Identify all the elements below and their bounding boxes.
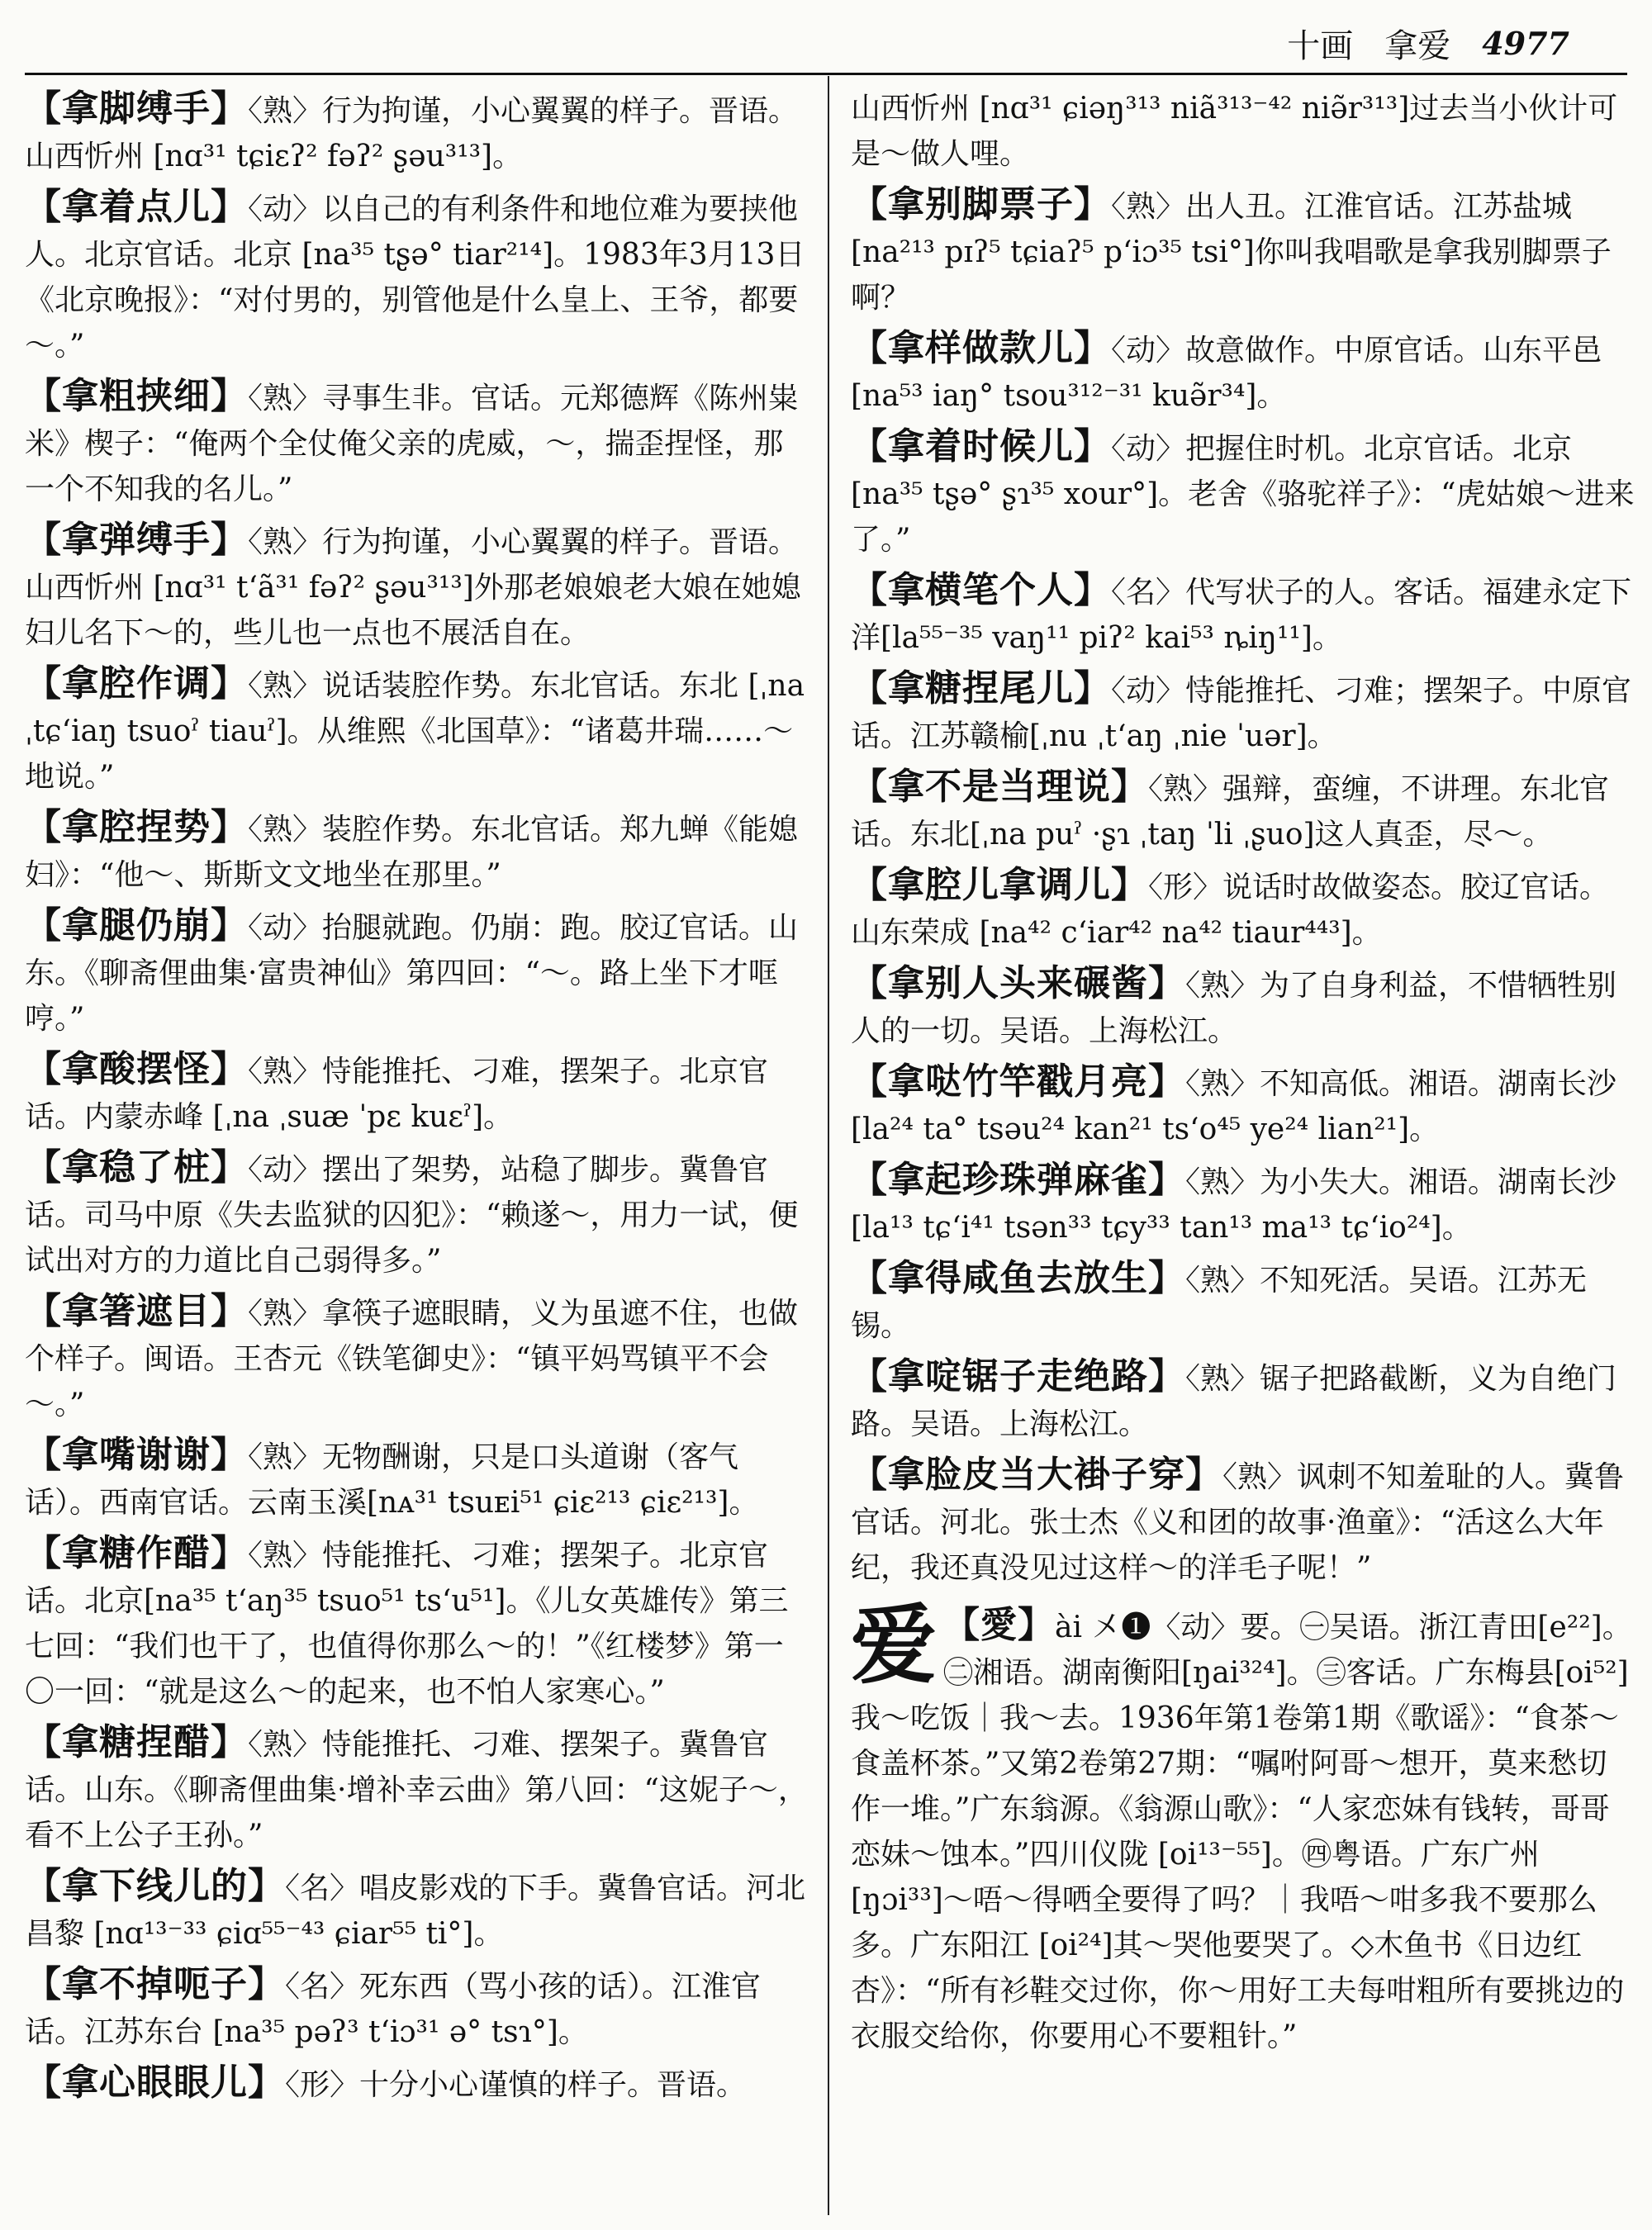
entry <box>851 325 1635 419</box>
entry-text: 〈熟〉出人丑。江淮官话。江苏盐城 [na²¹³ pɪʔ⁵ tɕiaʔ⁵ pʻiɔ³⁵ tsi°]你叫我唱歌是拿我别脚票子啊？ <box>851 190 1612 315</box>
entry-text: 〈熟〉讽刺不知羞耻的人。冀鲁官话。河北。张士杰《义和团的故事·渔童》：“活这么大年纪，我还真没见过这样～的洋毛子呢！” <box>851 1460 1625 1585</box>
entry-headword: 【拿样做款儿】 <box>851 327 1111 369</box>
entry-text: 〈动〉故意做作。中原官话。山东平邑 [na⁵³ iaŋ° tsou³¹²⁻³¹ kuə̃r³⁴]。 <box>851 334 1602 413</box>
entry-text: 〈名〉代写状子的人。客话。福建永定下洋[la⁵⁵⁻³⁵ vaŋ¹¹ piʔ² kai⁵³ ȵiŋ¹¹]。 <box>851 576 1632 655</box>
entry <box>851 424 1635 562</box>
entry-headword: 【拿着点儿】 <box>25 186 248 228</box>
entry <box>851 1157 1635 1250</box>
entry-headword: 【拿腿仍崩】 <box>25 904 248 947</box>
entry <box>25 184 809 368</box>
entry-text: 〈熟〉行为拘谨，小心翼翼的样子。晋语。山西忻州 [nɑ³¹ tʻã³¹ fəʔ² ʂəu³¹³]外那老娘娘老大娘在她媳妇儿名下～的，些儿也一点也不展活自在。 <box>25 525 801 650</box>
entry-text: 〈熟〉强辩，蛮缠，不讲理。东北官话。东北[ˌna puˀ ·ʂɿ ˌtaŋ ˈli ˌʂuo]这人真歪，尽～。 <box>851 772 1610 852</box>
entry <box>25 903 809 1041</box>
entry-text: 〈形〉十分小心谨慎的样子。晋语。 <box>285 2068 747 2102</box>
entry <box>851 1354 1635 1447</box>
entry-headword: 【拿着时候儿】 <box>851 425 1111 467</box>
entry-headword: 【拿别脚票子】 <box>851 183 1111 225</box>
entry-text: 〈熟〉寻事生非。官话。元郑德辉《陈州粜米》楔子：“俺两个全仗俺父亲的虎威，～，揣歪捏怪，那一个不知我的名儿。” <box>25 382 799 506</box>
entry <box>25 1863 809 1957</box>
entry-headword: 【拿嘴谢谢】 <box>25 1434 248 1476</box>
entry-text: 〈熟〉为小失大。湘语。湖南长沙 [la¹³ tɕʻi⁴¹ tsən³³ tɕy³³ tan¹³ ma¹³ tɕʻio²⁴]。 <box>851 1165 1617 1245</box>
entry <box>25 1530 809 1715</box>
entry <box>25 86 809 179</box>
entry-text: 〈熟〉恃能推托、刁难；摆架子。北京官话。北京[na³⁵ tʻaŋ³⁵ tsuo⁵¹ tsʻu⁵¹]。《儿女英雄传》第三七回：“我们也干了，也值得你那么～的！”《红楼梦》第一〇一回：“就是这么～的起来，也不怕人家寒心。” <box>25 1539 789 1709</box>
entry-headword: 【拿心眼眼儿】 <box>25 2062 285 2104</box>
entry-headword: 【拿弹缚手】 <box>25 519 248 561</box>
entry <box>25 1288 809 1427</box>
entry-headword: 【拿脚缚手】 <box>25 88 248 130</box>
entry-headword: 【拿不是当理说】 <box>851 766 1148 808</box>
entry-text: ài 㐅❶〈动〉要。㊀吴语。浙江青田[e²²]。㊁湘语。湖南衡阳[ŋai³²⁴]。㊂客话。广东梅县[oi⁵²]我～吃饭｜我～去。1936年第1卷第1期《歌谣》：“食茶～食盖杯茶。”又第2卷第27期：“嘱咐阿哥～想开，莫来愁切作一堆。”广东翁源。《翁源山歌》：“人家恋妹有钱转，哥哥恋妹～蚀本。”四川仪陇 [oi¹³⁻⁵⁵]。㊃粤语。广东广州 [ŋɔi³³]～唔～得哂全要得了吗？｜我唔～咁多我不要那么多。广东阳江 [oi²⁴]其～哭他要哭了。◇木鱼书《日边红杏》：“所有衫鞋交过你，你～用好工夫每咁粗所有要挑边的衣服交给你，你要用心不要粗针。” <box>851 1611 1632 2053</box>
entry-ai <box>851 1594 1635 2059</box>
entry-headword: 【拿啶锯子走绝路】 <box>851 1355 1185 1397</box>
entry-headword: 【拿脸皮当大褂子穿】 <box>851 1454 1222 1496</box>
entry-text: 〈熟〉锯子把路截断，义为自绝门路。吴语。上海松江。 <box>851 1362 1617 1441</box>
entry <box>25 1046 809 1140</box>
entry-text: 〈动〉恃能推托、刁难；摆架子。中原官话。江苏赣榆[ˌnu ˌtʻaŋ ˌnie ˈuər]。 <box>851 674 1632 753</box>
entry-text: 〈动〉以自己的有利条件和地位难为要挟他人。北京官话。北京 [na³⁵ tʂə° tiar²¹⁴]。1983年3月13日《北京晚报》：“对付男的，别管他是什么皇上、王爷，都要～。” <box>25 192 805 363</box>
entry <box>25 1432 809 1525</box>
entry-headword: 【拿粗挟细】 <box>25 375 248 417</box>
entry <box>25 2060 809 2108</box>
entry-text: 〈熟〉装腔作势。东北官话。郑九蝉《能媳妇》：“他～、斯斯文文地坐在那里。” <box>25 813 799 892</box>
entry <box>25 373 809 512</box>
entry-headword: 【拿腔儿拿调儿】 <box>851 864 1148 906</box>
left-column <box>25 86 809 2218</box>
entry-headword: 【拿糖作醋】 <box>25 1532 248 1574</box>
column-divider <box>828 76 829 2215</box>
entry <box>851 764 1635 857</box>
entry <box>851 1255 1635 1349</box>
entry-text: 〈名〉唱皮影戏的下手。冀鲁官话。河北昌黎 [nɑ¹³⁻³³ ɕiɑ⁵⁵⁻⁴³ ɕiar⁵⁵ ti°]。 <box>25 1872 806 1951</box>
entry-headword: 【愛】 <box>943 1604 1056 1646</box>
entry-headword: 【拿糖捏醋】 <box>25 1721 248 1763</box>
entry <box>25 517 809 656</box>
entry <box>25 1145 809 1283</box>
entry <box>851 666 1635 759</box>
entry-text: 〈熟〉拿筷子遮眼睛，义为虽遮不住，也做个样子。闽语。王杏元《铁笔御史》：“镇平妈骂镇平不会～。” <box>25 1297 799 1421</box>
entry-text: 〈动〉摆出了架势，站稳了脚步。冀鲁官话。司马中原《失去监狱的囚犯》：“赖遂～，用力一试，便试出对方的力道比自己弱得多。” <box>25 1153 799 1278</box>
header-section: 十画 <box>1287 26 1354 65</box>
entry-headword: 【拿腔作调】 <box>25 662 248 705</box>
entry-text: 〈熟〉不知死活。吴语。江苏无锡。 <box>851 1264 1588 1343</box>
right-column <box>851 86 1635 2218</box>
entry <box>851 567 1635 661</box>
entry <box>851 182 1635 320</box>
entry-text: 〈熟〉说话装腔作势。东北官话。东北 [ˌna ˌtɕʻiaŋ tsuoˀ tiauˀ]。从维熙《北国草》：“诸葛井瑞……～地说。” <box>25 669 805 794</box>
entry-text: 〈熟〉恃能推托、刁难，摆架子。北京官话。内蒙赤峰 [ˌna ˌsuæ ˈpɛ kuɛˀ]。 <box>25 1055 769 1134</box>
entry-headword: 【拿腔捏势】 <box>25 806 248 848</box>
header-chars: 拿爱 <box>1384 26 1451 65</box>
entry <box>851 1059 1635 1152</box>
entry-text: 〈熟〉恃能推托、刁难、摆架子。冀鲁官话。山东。《聊斋俚曲集·增补幸云曲》第八回：“这妮子～，看不上公子王孙。” <box>25 1728 808 1853</box>
entry <box>25 661 809 799</box>
entry-continuation: 山西忻州 [nɑ³¹ ɕiəŋ³¹³ niã³¹³⁻⁴² niə̃r³¹³]过去当小伙计可是～做人哩。 <box>851 92 1618 171</box>
entry <box>851 1452 1635 1591</box>
entry-headword: 【拿横笔个人】 <box>851 569 1111 611</box>
entry-text: 〈动〉把握住时机。北京官话。北京 [na³⁵ tʂə° ʂɿ³⁵ xour°]。老舍《骆驼祥子》：“虎姑娘～进来了。” <box>851 432 1635 557</box>
page-header <box>1287 18 1569 68</box>
entry-headword: 【拿得咸鱼去放生】 <box>851 1257 1185 1299</box>
entry <box>25 1720 809 1858</box>
entry-headword: 【拿不掉呃子】 <box>25 1963 285 2005</box>
entry-text: 〈熟〉不知高低。湘语。湖南长沙 [la²⁴ ta° tsəu²⁴ kan²¹ tsʻo⁴⁵ ye²⁴ lian²¹]。 <box>851 1067 1617 1146</box>
big-head-character: 爱 <box>851 1594 938 1696</box>
entry-text: 〈熟〉为了自身利益，不惜牺牲别人的一切。吴语。上海松江。 <box>851 969 1617 1048</box>
entry-headword: 【拿别人头来碾酱】 <box>851 962 1185 1004</box>
page-number: 4977 <box>1482 24 1569 62</box>
entry <box>851 862 1635 956</box>
entry-text: 〈动〉抬腿就跑。仍崩：跑。胶辽官话。山东。《聊斋俚曲集·富贵神仙》第四回：“～。路上坐下才哐哼。” <box>25 911 799 1036</box>
entry-headword: 【拿哒竹竿戳月亮】 <box>851 1060 1185 1103</box>
entry-text: 〈名〉死东西（骂小孩的话）。江淮官话。江苏东台 [na³⁵ pəʔ³ tʻiɔ³¹ ə° tsɿ°]。 <box>25 1970 762 2049</box>
entry-headword: 【拿下线儿的】 <box>25 1865 285 1907</box>
entry <box>25 804 809 898</box>
entry-text: 〈熟〉行为拘谨，小心翼翼的样子。晋语。山西忻州 [nɑ³¹ tɕiɛʔ² fəʔ² ʂəu³¹³]。 <box>25 94 799 173</box>
entry-headword: 【拿酸摆怪】 <box>25 1048 248 1090</box>
entry-headword: 【拿糖捏尾儿】 <box>851 667 1111 709</box>
entry <box>851 961 1635 1054</box>
entry-text: 〈形〉说话时故做姿态。胶辽官话。山东荣成 [na⁴² cʻiar⁴² na⁴² tiaur⁴⁴³]。 <box>851 871 1610 950</box>
entry <box>25 1962 809 2055</box>
entry-headword: 【拿稳了桩】 <box>25 1146 248 1189</box>
entry-headword: 【拿箸遮目】 <box>25 1290 248 1332</box>
entry-headword: 【拿起珍珠弹麻雀】 <box>851 1159 1185 1201</box>
header-rule <box>25 73 1627 75</box>
entry-text: 〈熟〉无物酬谢，只是口头道谢（客气话）。西南官话。云南玉溪[nᴀ³¹ tsuᴇi⁵¹ ɕiɛ²¹³ ɕiɛ²¹³]。 <box>25 1440 759 1520</box>
